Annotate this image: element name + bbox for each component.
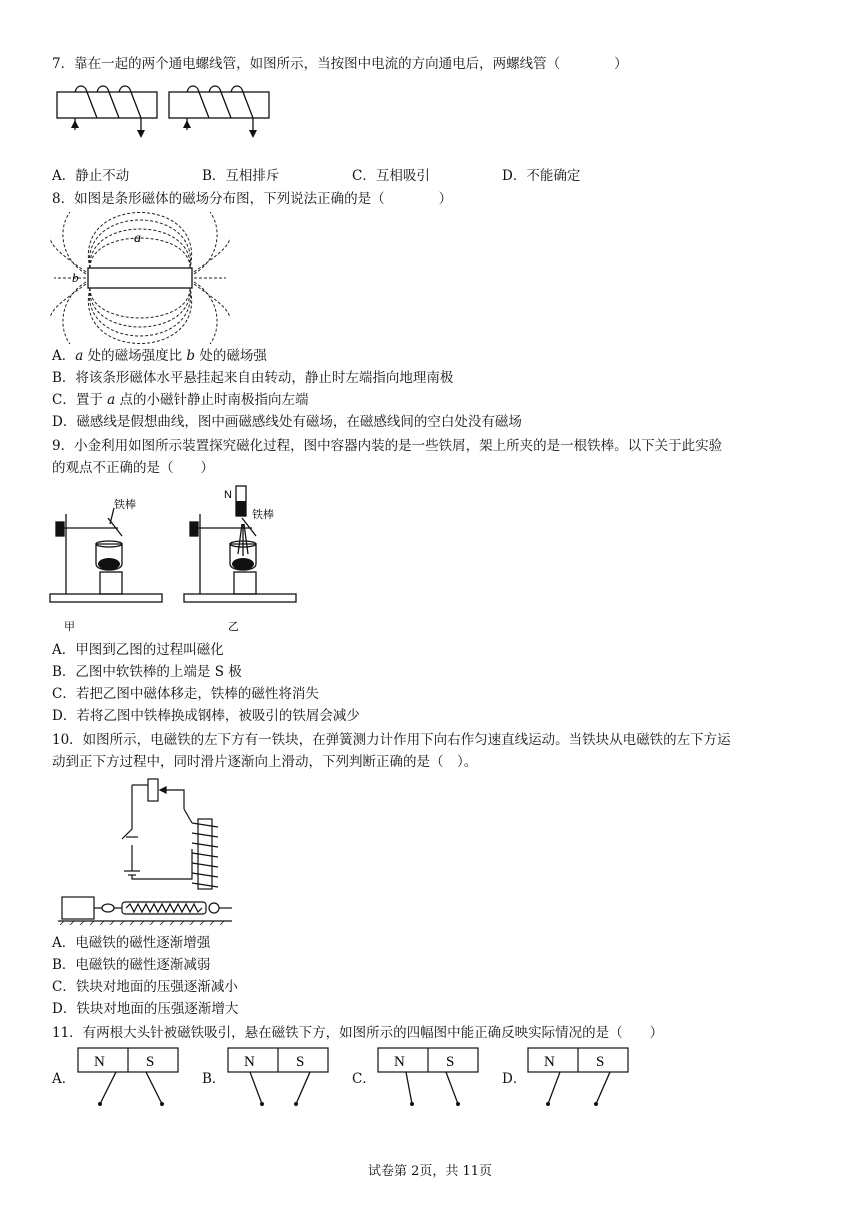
q11-d-pole-n: N — [544, 1054, 555, 1070]
q9-option-c: C．若把乙图中磁体移走，铁棒的磁性将消失 — [52, 686, 319, 702]
q9-label-n: N — [224, 489, 232, 501]
q8-bar-magnet-field-figure — [50, 208, 230, 344]
q9-label-rod2: 铁棒 — [252, 509, 274, 521]
q11-a-pole-n: N — [94, 1054, 105, 1070]
q10-stem-line2: 动到正下方过程中，同时滑片逐渐向上滑动，下列判断正确的是（ ）。 — [52, 754, 478, 770]
q9-label-jia: 甲 — [64, 621, 75, 633]
q11-option-b-figure — [226, 1046, 336, 1110]
q9-label-yi: 乙 — [228, 621, 239, 633]
q11-c-pole-n: N — [394, 1054, 405, 1070]
q11-option-b-label: B． — [202, 1071, 226, 1087]
q9-stem-line1: 9．小金利用如图所示装置探究磁化过程，图中容器内装的是一些铁屑，架上所夹的是一根铁棒。以下关于此实验 — [52, 438, 723, 454]
q11-option-c-figure — [376, 1046, 486, 1110]
q9-option-a: A．甲图到乙图的过程叫磁化 — [52, 642, 224, 658]
q10-option-c: C．铁块对地面的压强逐渐减小 — [52, 979, 238, 995]
q8-label-b: b — [72, 270, 79, 285]
q8-option-d: D．磁感线是假想曲线，图中画磁感线处有磁场，在磁感线间的空白处没有磁场 — [52, 414, 522, 430]
q7-option-b: B．互相排斥 — [202, 168, 280, 184]
q11-b-pole-s: S — [296, 1054, 305, 1070]
q11-d-pole-s: S — [596, 1054, 605, 1070]
page-footer: 试卷第 2页，共 11页 — [367, 1164, 493, 1179]
q11-option-d-label: D． — [502, 1071, 527, 1087]
q7-option-a: A．静止不动 — [52, 168, 130, 184]
q8-option-a: A．a 处的磁场强度比 b 处的磁场强 — [52, 348, 267, 364]
q9-label-rod1: 铁棒 — [114, 499, 136, 511]
q11-b-pole-n: N — [244, 1054, 255, 1070]
q8-option-b: B．将该条形磁体水平悬挂起来自由转动，静止时左端指向地理南极 — [52, 370, 454, 386]
q9-option-d: D．若将乙图中铁棒换成钢棒，被吸引的铁屑会减少 — [52, 708, 360, 724]
q11-c-pole-s: S — [446, 1054, 455, 1070]
q11-option-a-figure — [76, 1046, 186, 1110]
q7-stem: 7．靠在一起的两个通电螺线管，如图所示，当按图中电流的方向通电后，两螺线管（ ） — [52, 56, 628, 72]
q8-label-a: a — [134, 231, 141, 246]
q9-stem-line2: 的观点不正确的是（ ） — [52, 460, 214, 476]
q10-option-a: A．电磁铁的磁性逐渐增强 — [52, 935, 211, 951]
q10-option-b: B．电磁铁的磁性逐渐减弱 — [52, 957, 211, 973]
q9-option-b: B．乙图中软铁棒的上端是 S 极 — [52, 664, 242, 680]
q10-electromagnet-figure — [56, 775, 236, 925]
q7-option-c: C．互相吸引 — [352, 168, 430, 184]
q11-option-c-label: C． — [352, 1071, 376, 1087]
q7-option-d: D．不能确定 — [502, 168, 581, 184]
q11-option-a-label: A． — [52, 1071, 76, 1087]
q8-stem: 8．如图是条形磁体的磁场分布图，下列说法正确的是（ ） — [52, 191, 453, 207]
q10-option-d: D．铁块对地面的压强逐渐增大 — [52, 1001, 239, 1017]
q8-option-c: C．置于 a 点的小磁针静止时南极指向左端 — [52, 392, 309, 408]
q9-magnetization-figure — [48, 484, 298, 634]
q7-solenoids-figure — [55, 82, 285, 144]
q11-stem: 11．有两根大头针被磁铁吸引，悬在磁铁下方，如图所示的四幅图中能正确反映实际情况的是（ ） — [52, 1025, 664, 1041]
q10-stem-line1: 10．如图所示，电磁铁的左下方有一铁块，在弹簧测力计作用下向右作匀速直线运动。当铁块从电磁铁的左下方运 — [52, 732, 731, 748]
q11-a-pole-s: S — [146, 1054, 155, 1070]
q11-option-d-figure — [526, 1046, 636, 1110]
